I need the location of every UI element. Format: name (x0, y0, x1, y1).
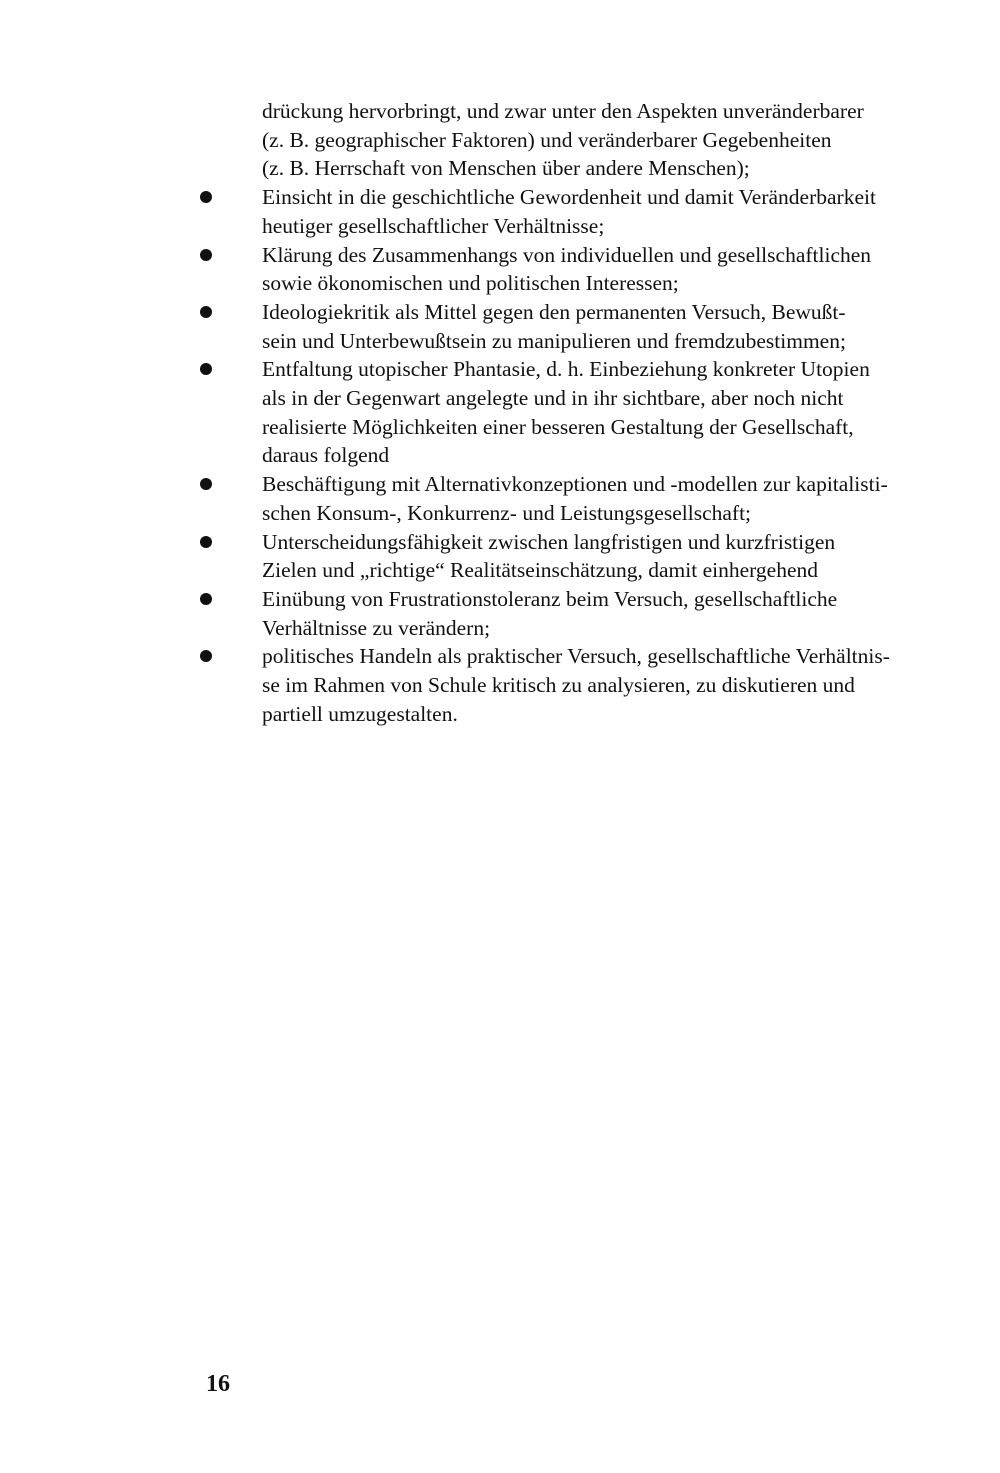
text-line: politisches Handeln als praktischer Versuch, gesellschaftliche Verhältnis- (262, 644, 890, 669)
page-number: 16 (206, 1371, 230, 1397)
body-text (262, 97, 962, 728)
bullet-icon (200, 650, 212, 662)
text-line: Einübung von Frustrationstoleranz beim Versuch, gesellschaftliche (262, 586, 838, 611)
list-item (262, 642, 962, 728)
bullet-icon (200, 191, 212, 203)
list-item (262, 355, 962, 470)
bullet-icon (200, 478, 212, 490)
text-line: realisierte Möglichkeiten einer besseren Gestaltung der Gesellschaft, (262, 414, 854, 439)
text-line: als in der Gegenwart angelegte und in ihr sichtbare, aber noch nicht (262, 386, 844, 411)
list-item (262, 183, 962, 240)
text-line: Beschäftigung mit Alternativkonzeptionen und -modellen zur kapitalisti- (262, 472, 888, 497)
list-item (262, 528, 962, 585)
bullet-icon (200, 536, 212, 548)
text-line: se im Rahmen von Schule kritisch zu analysieren, zu diskutieren und (262, 673, 855, 698)
text-line: Unterscheidungsfähigkeit zwischen langfristigen und kurzfristigen (262, 529, 836, 554)
bullet-icon (200, 306, 212, 318)
text-line: sowie ökonomischen und politischen Interessen; (262, 271, 679, 296)
text-line: Verhältnisse zu verändern; (262, 615, 491, 640)
text-line: schen Konsum-, Konkurrenz- und Leistungsgesellschaft; (262, 500, 752, 525)
text-line: Einsicht in die geschichtliche Gewordenheit und damit Veränderbarkeit (262, 185, 876, 210)
list-item (262, 298, 962, 355)
text-line: Klärung des Zusammenhangs von individuellen und gesellschaftlichen (262, 242, 872, 267)
text-line: Zielen und „richtige“ Realitätseinschätzung, damit einhergehend (262, 558, 819, 583)
text-line: (z. B. Herrschaft von Menschen über andere Menschen); (262, 156, 750, 181)
text-line: heutiger gesellschaftlicher Verhältnisse; (262, 213, 605, 238)
bullet-icon (200, 363, 212, 375)
list-item (262, 470, 962, 527)
text-line: partiell umzugestalten. (262, 701, 458, 726)
text-line: (z. B. geographischer Faktoren) und veränderbarer Gegebenheiten (262, 127, 832, 152)
text-line: Entfaltung utopischer Phantasie, d. h. Einbeziehung konkreter Utopien (262, 357, 870, 382)
bullet-icon (200, 593, 212, 605)
text-line: sein und Unterbewußtsein zu manipulieren und fremdzubestimmen; (262, 328, 846, 353)
list-item (262, 585, 962, 642)
bullet-icon (200, 249, 212, 261)
list-item (262, 241, 962, 298)
intro-paragraph (262, 97, 962, 183)
text-line: drückung hervorbringt, und zwar unter den Aspekten unveränderbarer (262, 99, 864, 123)
text-line: daraus folgend (262, 443, 390, 468)
text-line: Ideologiekritik als Mittel gegen den permanenten Versuch, Bewußt- (262, 299, 846, 324)
